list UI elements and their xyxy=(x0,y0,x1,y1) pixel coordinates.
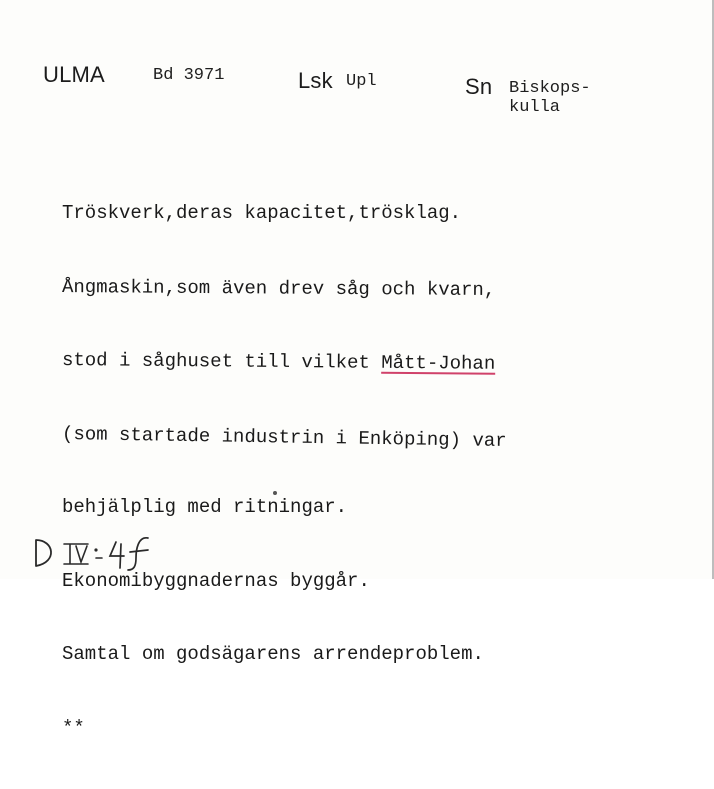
highlighted-name: Mått-Johan xyxy=(381,351,496,375)
body-line-4: (som startade industrin i Enköping) var xyxy=(61,422,507,452)
body-line-6: Ekonomibyggnadernas byggår. xyxy=(62,569,370,592)
volume-number: Bd 3971 xyxy=(153,66,225,85)
county-label: Lsk xyxy=(298,68,333,93)
body-line-5: behjälplig med ritningar. xyxy=(62,496,348,518)
parish-value-line1: Biskops- xyxy=(509,79,591,98)
body-line-7: Samtal om godsägarens arrendeproblem. xyxy=(62,643,484,665)
ink-dot xyxy=(273,491,277,495)
parish-label: Sn xyxy=(465,74,493,99)
parish-code: ULMA xyxy=(43,62,105,87)
body-line-8: ** xyxy=(62,716,85,739)
card-body-text xyxy=(62,152,507,789)
parish-value-line2: kulla xyxy=(509,98,561,117)
body-line-1: Tröskverk,deras kapacitet,trösklag. xyxy=(62,202,462,224)
body-line-2: Ångmaskin,som även drev såg och kvarn, xyxy=(61,275,496,301)
county-value: Upl xyxy=(346,72,377,91)
handwritten-signature xyxy=(30,532,180,572)
body-line-3 xyxy=(62,348,507,376)
body-line-3-text: stod i såghuset till vilket xyxy=(61,349,382,374)
